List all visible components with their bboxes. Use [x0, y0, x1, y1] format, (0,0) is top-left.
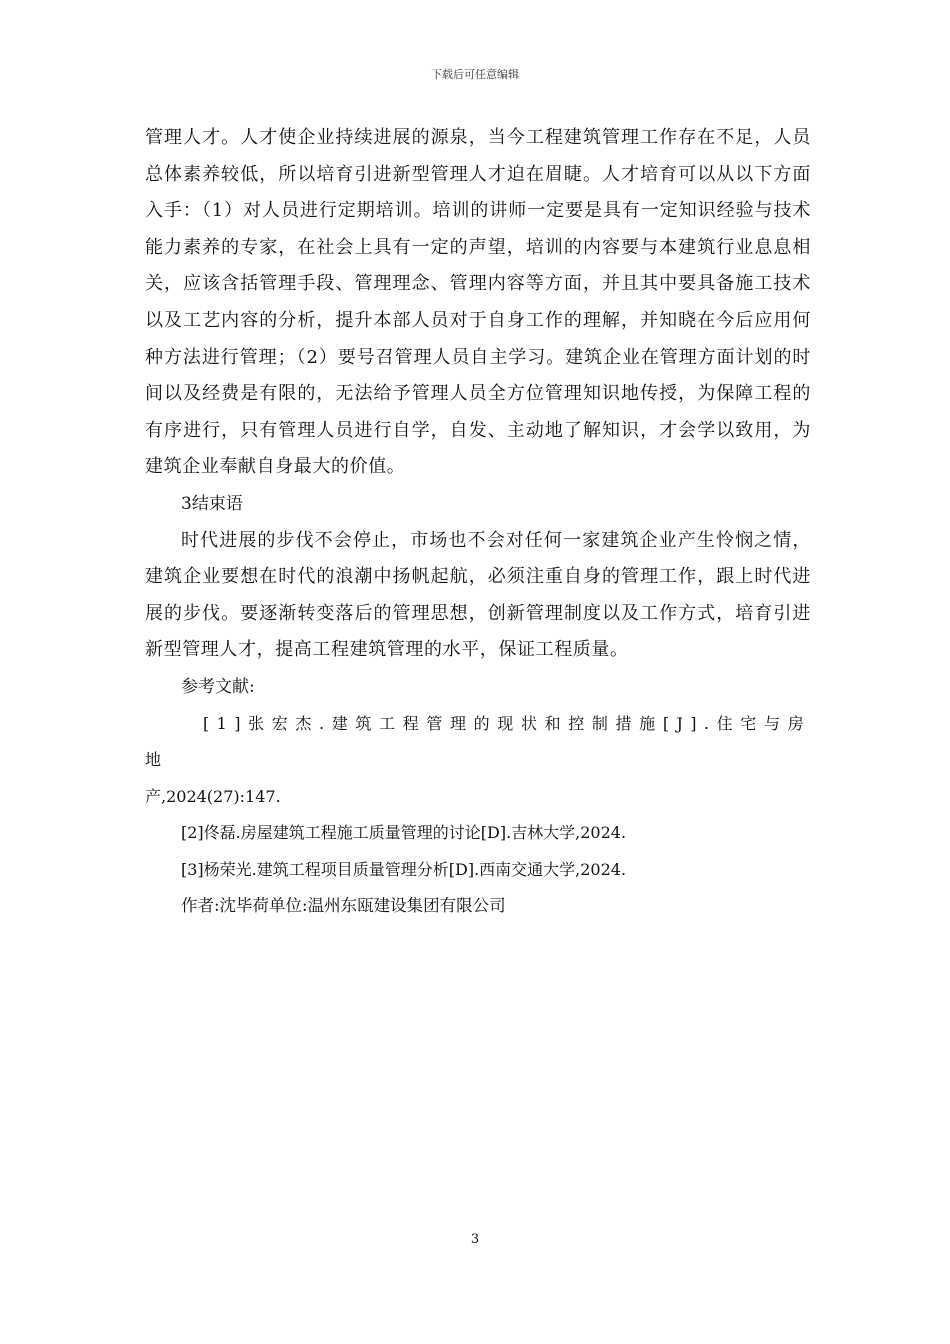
body-paragraph: 管理人才。人才使企业持续进展的源泉，当今工程建筑管理工作存在不足，人员总体素养较低，所以培育引进新型管理人才迫在眉睫。人才培育可以从以下方面入手：（1）对人员进行定期培训。培训的讲师一定要是具有一定知识经验与技术能力素养的专家，在社会上具有一定的声望，培训的内容要与本建筑行业息息相关，应该含括管理手段、管理理念、管理内容等方面，并且其中要具备施工技术以及工艺内容的分析，提升本部人员对于自身工作的理解，并知晓在今后应用何种方法进行管理；（2）要号召管理人员自主学习。建筑企业在管理方面计划的时间以及经费是有限的，无法给予管理人员全方位管理知识地传授，为保障工程的有序进行，只有管理人员进行自学，自发、主动地了解知识，才会学以致用，为建筑企业奉献自身最大的价值。 [145, 127, 811, 478]
author-line: 作者:沈毕荷单位:温州东瓯建设集团有限公司 [181, 896, 506, 916]
reference-item: [2]佟磊.房屋建筑工程施工质量管理的讨论[D].吉林大学,2024. [181, 823, 627, 843]
references-label: 参考文献: [181, 676, 255, 697]
reference-text: 产,2024(27):147. [145, 786, 281, 806]
body-paragraph: 时代进展的步伐不会停止，市场也不会对任何一家建筑企业产生怜悯之情，建筑企业要想在时代的浪潮中扬帆起航，必须注重自身的管理工作，跟上时代进展的步伐。要逐渐转变落后的管理思想，创新管理制度以及工作方式，培育引进新型管理人才，提高工程建筑管理的水平，保证工程质量。 [145, 529, 811, 661]
section-heading: 3结束语 [181, 493, 243, 514]
reference-item [145, 706, 811, 816]
page-header: 下载后可任意编辑 [431, 68, 519, 81]
document-body [145, 120, 811, 925]
reference-item: [3]杨荣光.建筑工程项目质量管理分析[D].西南交通大学,2024. [181, 859, 627, 879]
page-number: 3 [470, 1232, 480, 1247]
reference-text: [1]张宏杰.建筑工程管理的现状和控制措施[J].住宅与房地 [145, 713, 811, 770]
